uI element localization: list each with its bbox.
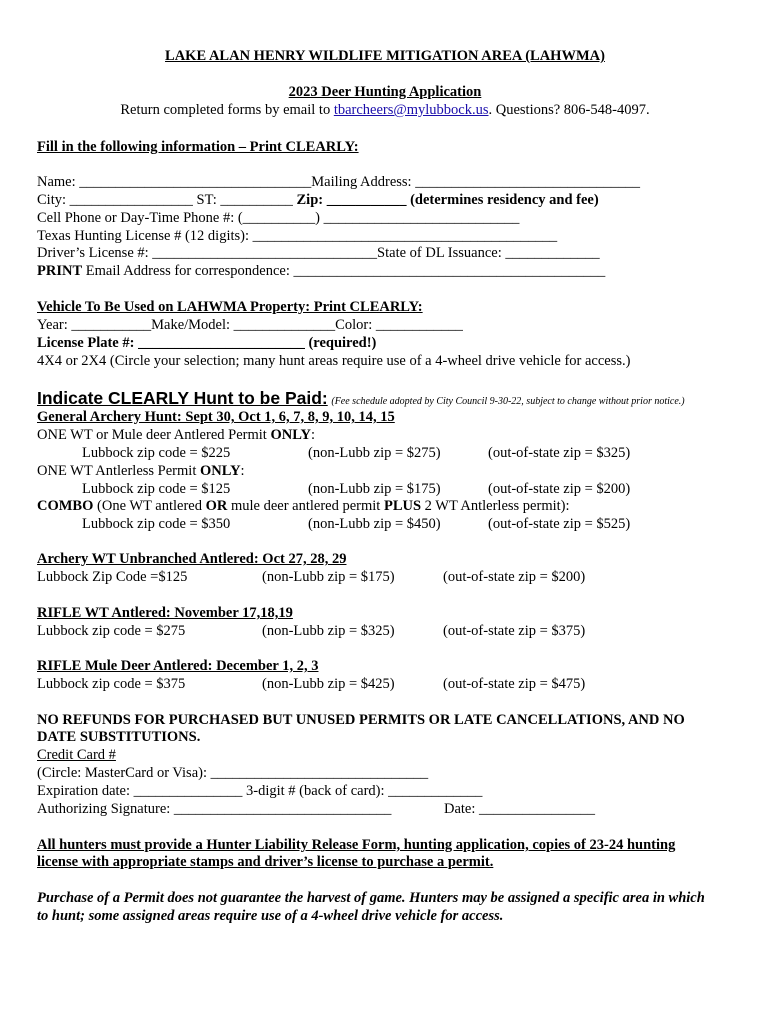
city-state-zip-field[interactable]: [37, 191, 599, 209]
antlerless-fee-nonlocal[interactable]: (non-Lubb zip = $175): [308, 481, 441, 497]
rifle-wt-fee-local[interactable]: Lubbock zip code = $275: [37, 623, 186, 639]
combo-fee-local[interactable]: Lubbock zip code = $350: [82, 516, 231, 532]
city-state-label: City: _________________ ST: __________: [37, 192, 297, 208]
drivers-license-field[interactable]: Driver’s License #: _______________________________State of DL Issuance: _____________: [37, 245, 600, 261]
antlered-fee-outofstate[interactable]: (out-of-state zip = $325): [488, 445, 631, 461]
disclaimer-line-1: Purchase of a Permit does not guarantee the harvest of game. Hunters may be assigned a specific area in which: [37, 890, 705, 906]
antlered-permit-label: ONE WT or Mule deer Antlered Permit ONLY:: [37, 427, 316, 443]
credit-card-heading: Credit Card #: [37, 747, 116, 763]
refund-policy-line-2: DATE SUBSTITUTIONS.: [37, 729, 201, 745]
expiration-cvv-field[interactable]: Expiration date: _______________ 3-digit # (back of card): _____________: [37, 783, 483, 799]
unbranched-heading: Archery WT Unbranched Antlered: Oct 27, 28, 29: [37, 551, 347, 567]
date-field[interactable]: Date: ________________: [444, 801, 596, 817]
return-instructions: [0, 101, 770, 119]
signature-field[interactable]: Authorizing Signature: ______________________________: [37, 801, 392, 817]
email-link[interactable]: tbarcheers@mylubbock.us: [333, 102, 489, 118]
combo-permit-label: COMBO (One WT antlered OR mule deer antlered permit PLUS 2 WT Antlerless permit):: [37, 498, 570, 514]
rifle-md-fee-local[interactable]: Lubbock zip code = $375: [37, 676, 186, 692]
antlered-fee-local[interactable]: Lubbock zip code = $225: [82, 445, 231, 461]
antlerless-fee-local[interactable]: Lubbock zip code = $125: [82, 481, 231, 497]
requirements-line-2: license with appropriate stamps and driver’s license to purchase a permit.: [37, 854, 494, 870]
requirements-line-1: All hunters must provide a Hunter Liability Release Form, hunting application, copies of 23-24 hunting: [37, 837, 676, 853]
return-prefix: Return completed forms by email to: [120, 102, 334, 118]
vehicle-year-make-color-field[interactable]: Year: ___________Make/Model: ______________Color: ____________: [37, 317, 463, 333]
rifle-mule-deer-heading: RIFLE Mule Deer Antlered: December 1, 2, 3: [37, 658, 319, 674]
document-subtitle: 2023 Deer Hunting Application: [288, 84, 482, 100]
name-address-field[interactable]: Name: ________________________________Mailing Address: _______________________________: [37, 174, 640, 190]
document-title: LAKE ALAN HENRY WILDLIFE MITIGATION AREA (LAHWMA): [165, 48, 605, 64]
rifle-wt-heading: RIFLE WT Antlered: November 17,18,19: [37, 605, 293, 621]
fill-heading: Fill in the following information – Print CLEARLY:: [37, 139, 359, 155]
return-suffix: . Questions? 806-548-4097.: [488, 102, 650, 118]
unbranched-fee-local[interactable]: Lubbock Zip Code =$125: [37, 569, 188, 585]
fee-note: (Fee schedule adopted by City Council 9-30-22, subject to change without prior notice.): [331, 396, 685, 407]
print-label: PRINT: [37, 263, 83, 279]
unbranched-fee-nonlocal[interactable]: (non-Lubb zip = $175): [262, 569, 395, 585]
combo-fee-nonlocal[interactable]: (non-Lubb zip = $450): [308, 516, 441, 532]
general-archery-heading: General Archery Hunt: Sept 30, Oct 1, 6, 7, 8, 9, 10, 14, 15: [37, 409, 395, 425]
antlerless-fee-outofstate[interactable]: (out-of-state zip = $200): [488, 481, 631, 497]
card-type-field[interactable]: (Circle: MasterCard or Visa): ______________________________: [37, 765, 429, 781]
refund-policy-line-1: NO REFUNDS FOR PURCHASED BUT UNUSED PERMITS OR LATE CANCELLATIONS, AND NO: [37, 712, 685, 728]
email-label: Email Address for correspondence: ___________________________________________: [82, 263, 606, 279]
antlerless-permit-label: ONE WT Antlerless Permit ONLY:: [37, 463, 245, 479]
zip-label: Zip: ___________ (determines residency and fee): [296, 192, 599, 208]
hunt-heading: Indicate CLEARLY Hunt to be Paid:: [37, 388, 328, 408]
drive-type-selection[interactable]: 4X4 or 2X4 (Circle your selection; many hunt areas require use of a 4-wheel drive vehicle for access.): [37, 353, 631, 369]
email-field[interactable]: [37, 262, 605, 280]
antlered-fee-nonlocal[interactable]: (non-Lubb zip = $275): [308, 445, 441, 461]
license-plate-field[interactable]: License Plate #: _______________________ (required!): [37, 335, 377, 351]
rifle-md-fee-nonlocal[interactable]: (non-Lubb zip = $425): [262, 676, 395, 692]
phone-field[interactable]: Cell Phone or Day-Time Phone #: (__________) ___________________________: [37, 210, 520, 226]
rifle-md-fee-outofstate[interactable]: (out-of-state zip = $475): [443, 676, 586, 692]
disclaimer-line-2: to hunt; some assigned areas require use of a 4-wheel drive vehicle for access.: [37, 908, 504, 924]
hunting-license-field[interactable]: Texas Hunting License # (12 digits): __________________________________________: [37, 228, 558, 244]
combo-fee-outofstate[interactable]: (out-of-state zip = $525): [488, 516, 631, 532]
rifle-wt-fee-nonlocal[interactable]: (non-Lubb zip = $325): [262, 623, 395, 639]
unbranched-fee-outofstate[interactable]: (out-of-state zip = $200): [443, 569, 586, 585]
vehicle-heading: Vehicle To Be Used on LAHWMA Property: Print CLEARLY:: [37, 299, 423, 315]
rifle-wt-fee-outofstate[interactable]: (out-of-state zip = $375): [443, 623, 586, 639]
